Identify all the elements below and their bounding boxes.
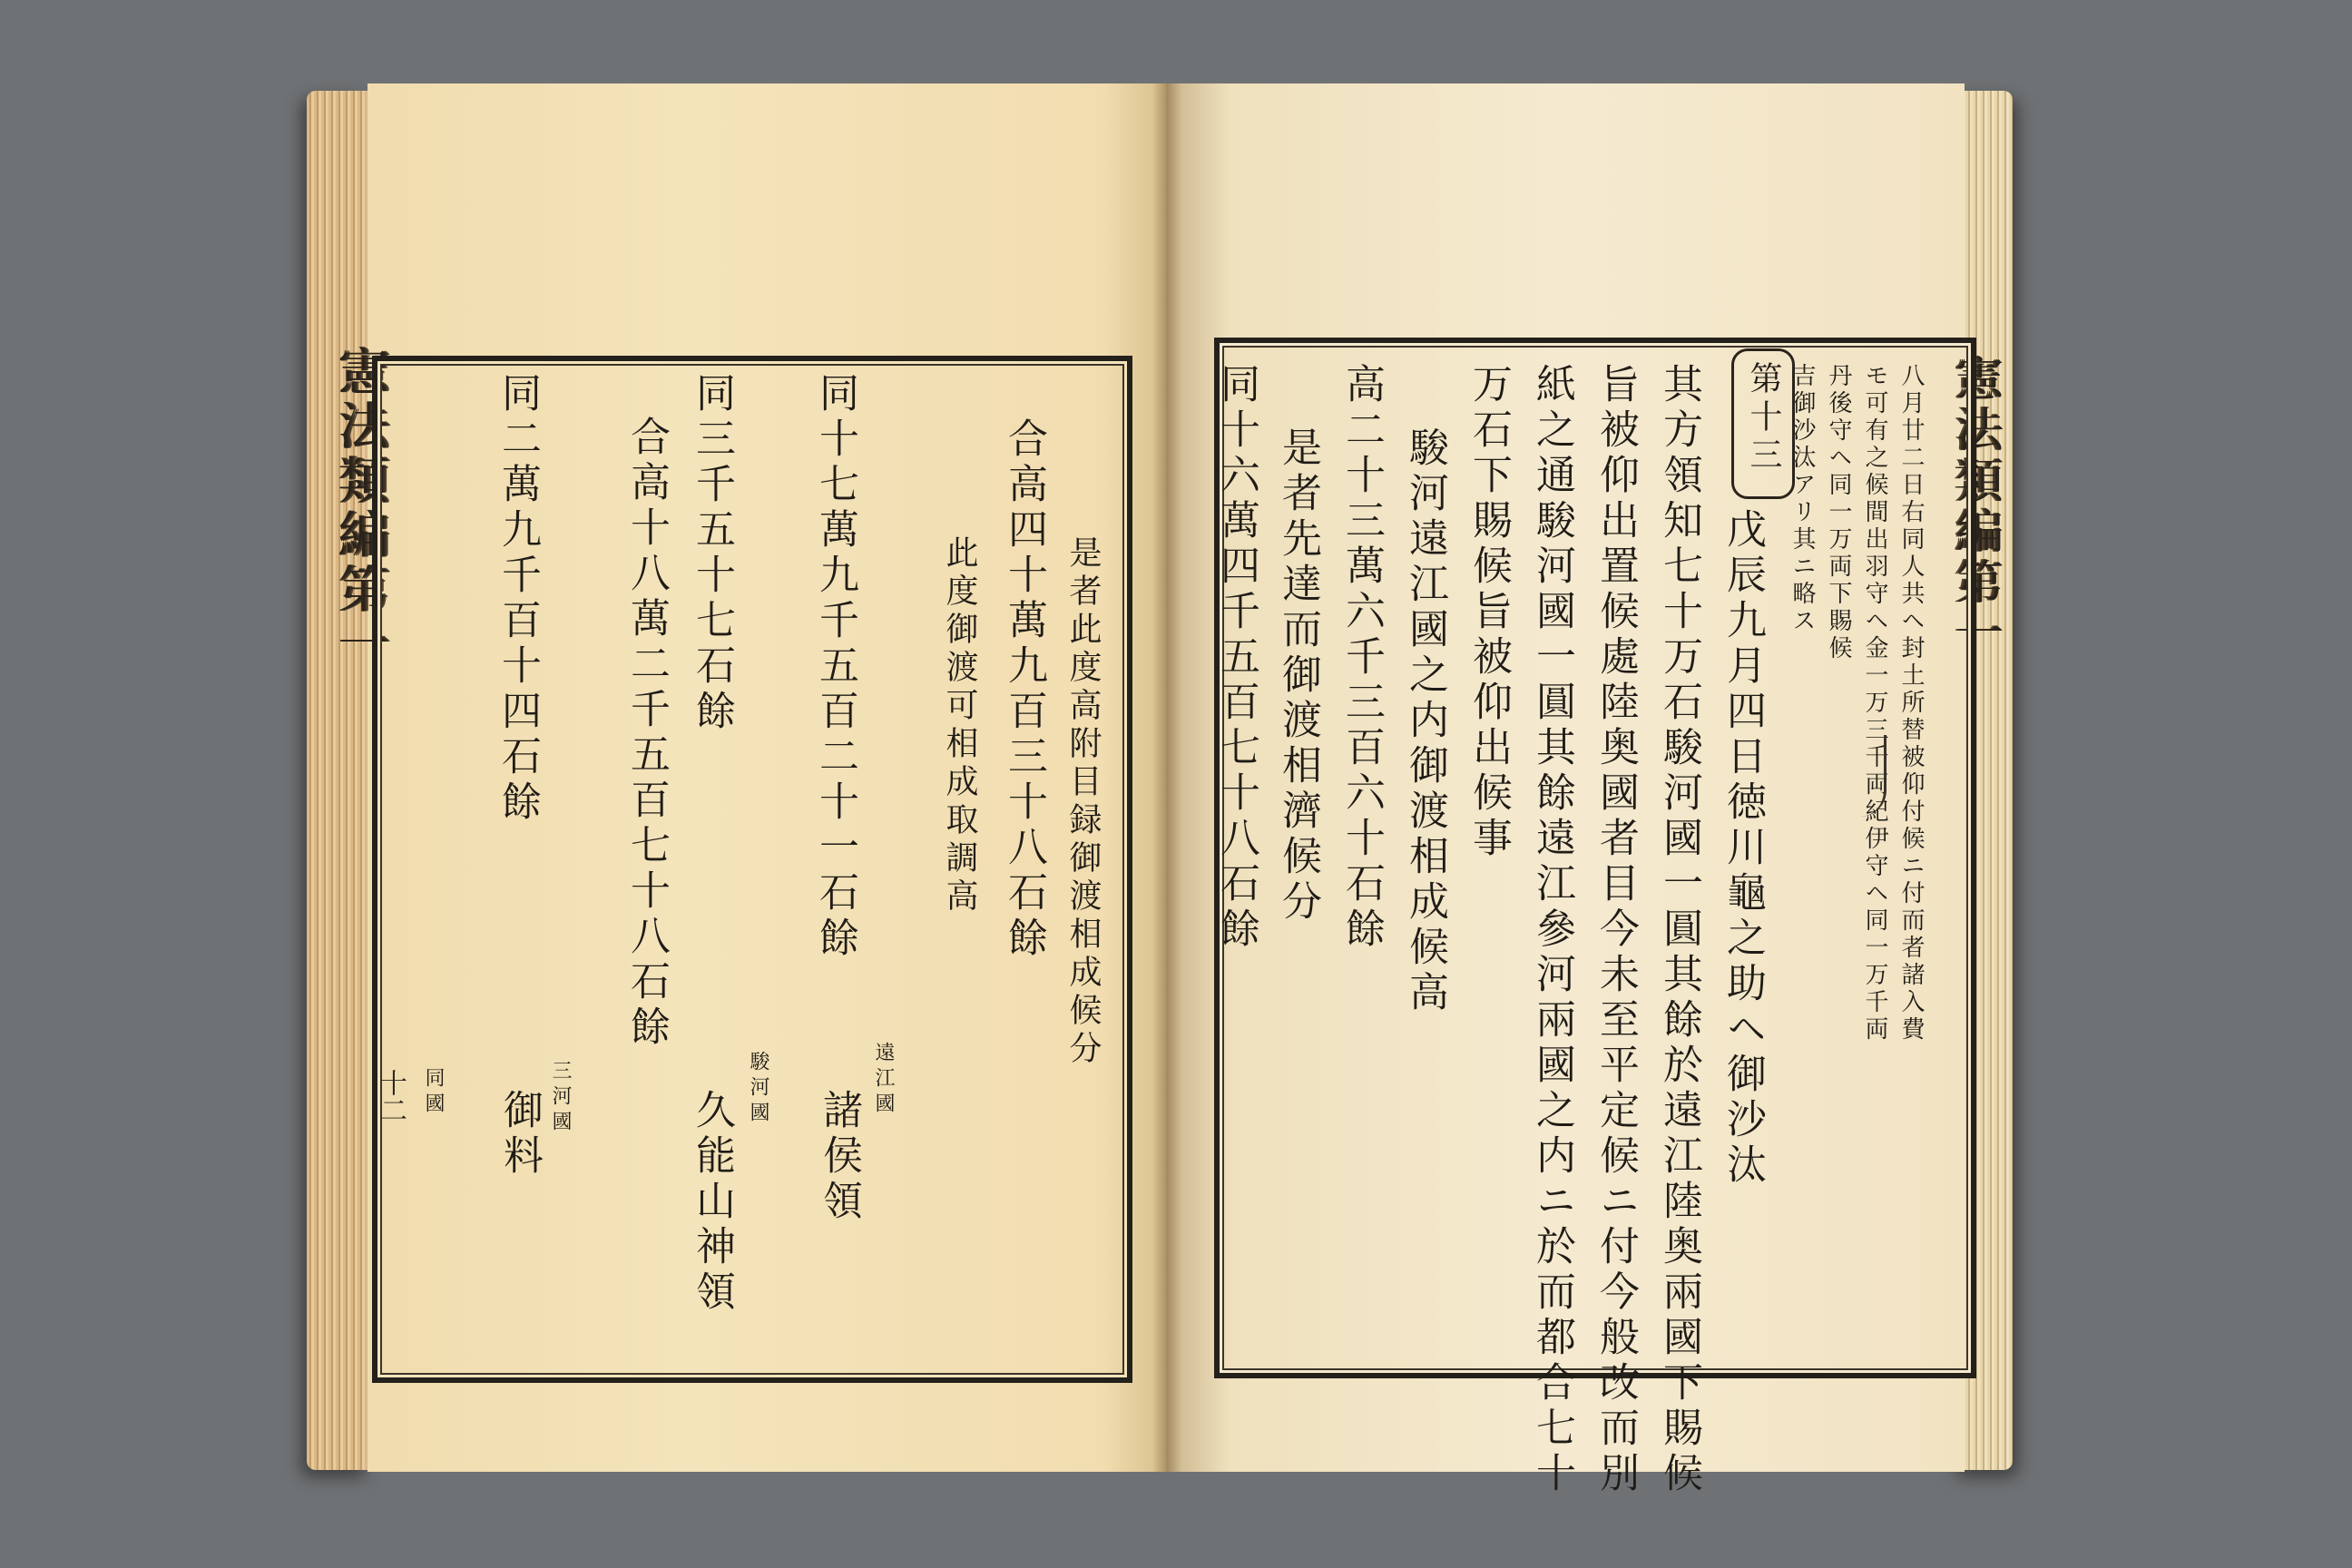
right-column-2: 其方領知七十万石駿河國一圓其餘於遠江陸奥兩國下賜候 (1656, 363, 1702, 1497)
right-column-1: 戊辰九月四日徳川龜之助ヘ御沙汰 (1720, 508, 1766, 1189)
right-column-7: 高二十三萬六千三百六十石餘 (1338, 363, 1385, 953)
right-column-6: 駿河遠江國之内御渡相成候高 (1402, 426, 1448, 1016)
section-label: 第十三 (1745, 361, 1782, 475)
left-lower-main-1: 諸侯領 (816, 1089, 862, 1225)
right-column-4: 紙之通駿河國一圓其餘遠江參河兩國之内ニ於而都合七十 (1529, 363, 1575, 1497)
left-column-6: 同三千五十七石餘 (689, 372, 735, 735)
book-gutter (1152, 83, 1181, 1472)
right-spine-volume: 第一 (1948, 557, 2003, 659)
page-number: 十二 (375, 1069, 407, 1123)
left-spine-volume: 第一 (329, 563, 388, 671)
right-column-8: 是者先達而御渡相濟候分 (1275, 426, 1321, 926)
right-headnote-3: 丹後守ヘ同一万両下賜候 (1825, 363, 1852, 662)
right-column-3: 旨被仰出置候處陸奥國者目今未至平定候ニ付今般改而別 (1592, 363, 1639, 1497)
left-page-edges (307, 91, 370, 1470)
left-lower-main-3: 御料 (496, 1089, 543, 1180)
right-column-5: 万石下賜候旨被仰出候事 (1465, 363, 1512, 862)
right-headnote-2: モ可有之候間出羽守ヘ金一万三千両紀伊守ヘ同一万千両 (1861, 363, 1888, 1044)
left-column-2: 此度御渡可相成取調高 (941, 535, 978, 916)
right-spine-title-text: 憲法類編 (1948, 354, 2003, 557)
left-column-3: 合高四十萬九百三十八石餘 (1001, 417, 1047, 962)
right-headnote-4: 吉御沙汰アリ其ニ略ス (1788, 363, 1816, 635)
left-lower-small-3: 三河國 (549, 1060, 572, 1136)
left-column-1: 是者此度高附目録御渡相成候分 (1064, 535, 1102, 1069)
left-lower-small-2: 駿河國 (747, 1051, 769, 1127)
left-column-5: 合高十八萬二千五百七十八石餘 (623, 416, 670, 1051)
right-headnote-1: 八月廿二日右同人共ヘ封土所替被仰付候ニ付而者諸入費 (1897, 363, 1925, 1044)
left-spine-title-text: 憲法類編 (329, 345, 388, 563)
left-lower-small-4: 同國 (422, 1067, 445, 1118)
left-column-4: 同十七萬九千五百二十一石餘 (812, 372, 858, 962)
left-lower-main-2: 久能山神領 (689, 1089, 735, 1316)
right-column-9: 同十六萬四千五百七十八石餘 (1213, 363, 1259, 953)
left-lower-small-1: 遠江國 (872, 1042, 895, 1118)
left-column-7: 同二萬九千百十四石餘 (495, 372, 541, 826)
